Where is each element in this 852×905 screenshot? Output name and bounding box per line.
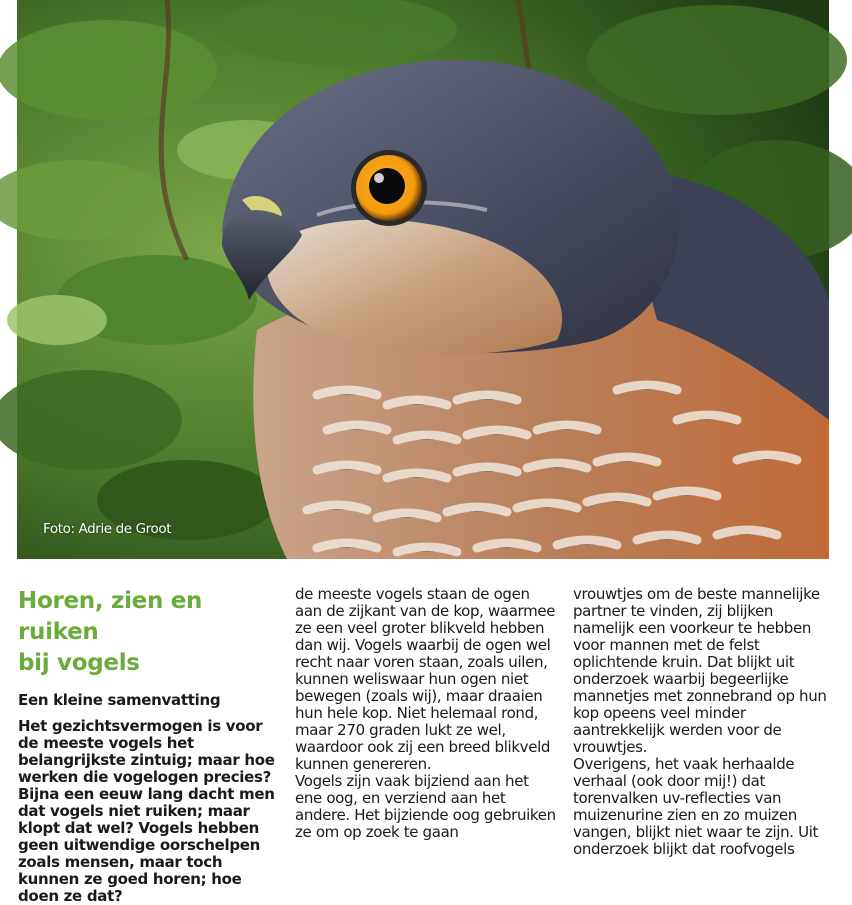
headline-line-1: Horen, zien en ruiken — [18, 588, 203, 645]
column-3-paragraph-1: vrouwtjes om de beste mannelijke partner te vinden, zij blijken namelijk een voorkeur te hebben voor mannen met de felst oplichtende kruin. Dat blijkt uit onderzoek waarbij begeerlijke mannetjes met zonnebrand op hun kop opeens veel minder aantrekkelijk werden voor de vrouwtjes. — [573, 585, 827, 756]
hawk-illustration — [17, 0, 829, 559]
article-headline — [18, 586, 276, 679]
hawk-photo — [17, 0, 829, 559]
article-subheading: Een kleine samenvatting — [18, 691, 221, 709]
headline-line-2: bij vogels — [18, 650, 140, 676]
column-3-paragraph-2: Overigens, het vaak herhaalde verhaal (ook door mij!) dat torenvalken uv-reflecties van muizenurine zien en zo muizen vangen, blijkt niet waar te zijn. Uit onderzoek blijkt dat roofvogels — [573, 755, 819, 858]
eye — [351, 150, 427, 226]
article-column-2 — [295, 586, 557, 861]
article-intro: Het gezichtsvermogen is voor de meeste vogels het belangrijkste zintuig; maar hoe werken die vogelogen precies? Bijna een eeuw lang dacht men dat vogels niet ruiken; maar klopt dat wel? Vogels hebben geen uitwendige oorschelpen zoals mensen, maar toch kunnen ze goed horen; hoe doen ze dat? — [18, 717, 275, 905]
article-column-1 — [18, 586, 276, 905]
photo-credit: Foto: Adrie de Groot — [43, 521, 172, 537]
column-2-paragraph-2: Vogels zijn vaak bijziend aan het ene oog, en verziend aan het andere. Het bijziende oog gebruiken ze om op zoek te gaan — [295, 772, 556, 841]
column-2-paragraph-1: de meeste vogels staan de ogen aan de zijkant van de kop, waarmee ze een veel groter blikveld hebben dan wij. Vogels waarbij de ogen wel recht naar voren staan, zoals uilen, kunnen weliswaar hun ogen niet bewegen (zoals wij), maar draaien hun hele kop. Niet helemaal rond, maar 270 graden lukt ze wel, waardoor ook zij een breed blikveld kunnen genereren. — [295, 585, 556, 773]
article-column-3 — [573, 586, 835, 861]
